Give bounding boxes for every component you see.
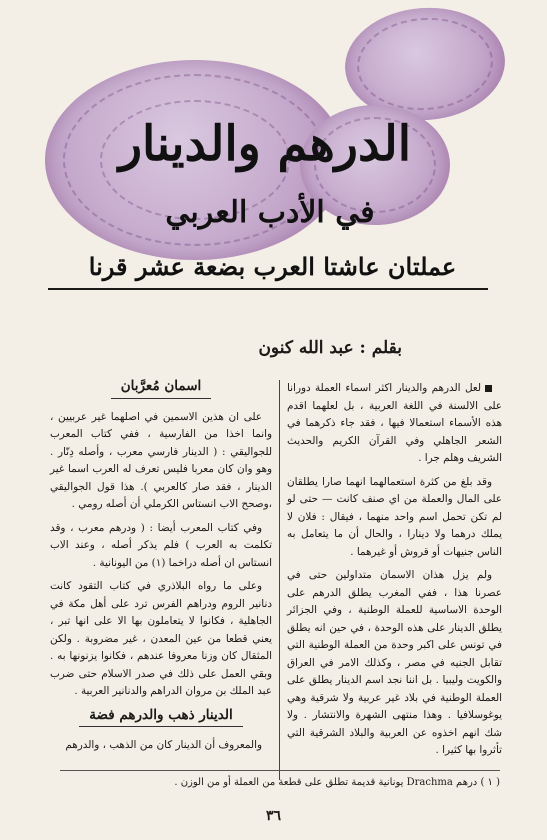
page-number: ٣٦: [265, 808, 282, 824]
paragraph: ولم يزل هذان الاسمان متداولين حتى في عصرنا هذا ، ففي المغرب يطلق الدرهم على الوحدة الاساسية للعملة الوطنية ، وفي الجزائر يطلق الدينار على هذه الوحدة ، في حين انه يطلق في تونس على اكبر وحدة من العملة الوطنية التي تقابل الجنيه في مصر ، وكذلك الامر في العراق والكويت وليبيا . بل اننا نجد اسم الدينار يطلق على العملة الوطنية في بلاد غير عربية ولا شرقية وهي يوغوسلافيا . وهذا منتهى الشهرة والانتشار . ولا شك انهم اخذوه عن العربية والبلاد الشرقية التي تأثروا بها كثيرا .: [287, 569, 502, 756]
column-divider: [279, 380, 280, 780]
paragraph: وقد بلغ من كثرة استعمالهما انهما صارا يطلقان على المال والعملة من اي صنف كانت — حتى لو لم تكن تحمل اسم واحد منهما ، فيقال : فلان لا يملك درهما ولا دينارا ، والحال أن ما يتعامل به الناس جنيهات أو قروش أو غيرهما .: [287, 475, 502, 558]
section-heading: الدينار ذهب والدرهم فضة: [79, 707, 242, 728]
right-column: [287, 380, 502, 766]
square-bullet-icon: [485, 385, 492, 392]
author-byline: بقلم : عبد الله كنون: [258, 338, 402, 358]
article-subtitle: في الأدب العربي: [165, 195, 375, 230]
title-underline: [48, 288, 488, 290]
paragraph: وعلى ما رواه البلاذري في كتاب التقود كانت دنانير الروم ودراهم الفرس ترد على أهل مكة في الجاهلية ، فكانوا لا يتعاملون بها الا على انها تبر ، يعني قطعا من عين المعدن ، غير مضروبة . ولكن المثقال كان وزنا معروفا عندهم ، فكانوا يزنونها به . وبقي العمل على ذلك في صدر الاسلام حتى ضرب عبد الملك بن مروان الدراهم والدنانير العربية .: [50, 580, 272, 697]
article-tagline: عملتان عاشتا العرب بضعة عشر قرنا: [88, 252, 457, 281]
footnote: ( ١ ) درهم Drachma يونانية قديمة تطلق على قطعة من العملة أو من الوزن .: [174, 777, 500, 788]
paragraph: وفي كتاب المعرب أيضا : ( ودرهم معرب ، وقد تكلمت به العرب ) فلم يذكر أصله ، وعند الاب انستاس ان أصله دراخما (١) من اليونانية .: [50, 521, 272, 569]
paragraph: لعل الدرهم والدينار اكثر اسماء العملة دورانا على الالسنة في اللغة العربية ، بل لعلهما اقدم هذه الأسماء استعمالا فيها ، فقد جاء ذكرهما في الشعر الجاهلي وفي القرآن الكريم والحديث الشريف وهلم جرا .: [287, 382, 502, 464]
paragraph: والمعروف أن الدينار كان من الذهب ، والدرهم: [65, 739, 262, 751]
left-column: [50, 378, 272, 761]
section-heading: اسمان مُعرَّبان: [111, 378, 212, 399]
article-title: الدرهم والدينار: [118, 116, 412, 172]
footnote-divider: [60, 770, 500, 771]
paragraph: على ان هذين الاسمين في اصلهما غير عربيين ، وانما اخذا من الفارسية ، ففي كتاب المعرب للجواليقي : ( الدينار فارسي معرب ، وأصله دِنّار . وهو وان كان معربا فليس تعرف له العرب اسما غير الدينار ، فقد صار كالعربي ). هذا قول الجواليقي ،وصحح الاب انستاس الكرملي أن أصله رومي .: [50, 410, 272, 510]
